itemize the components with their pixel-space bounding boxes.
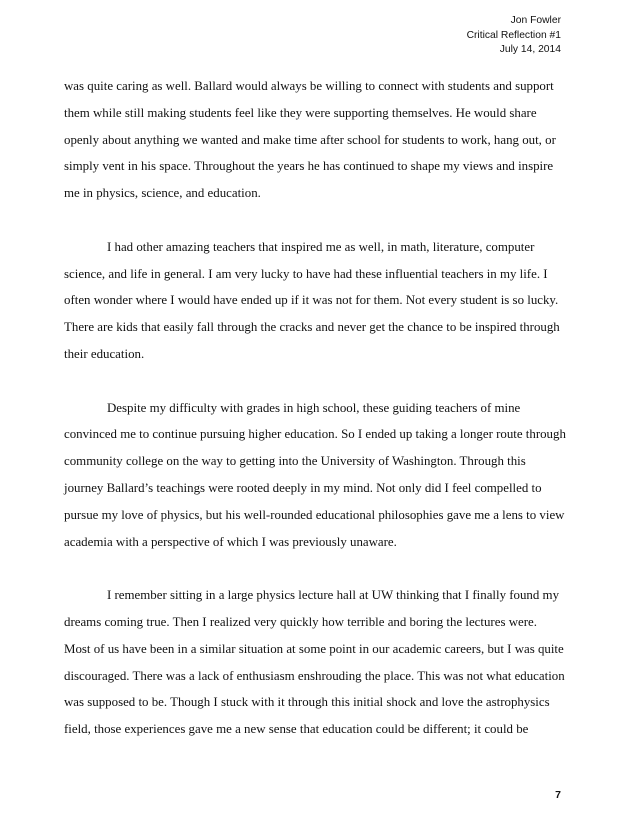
header-title: Critical Reflection #1 (466, 29, 561, 41)
body-text (64, 73, 566, 743)
running-header (467, 14, 561, 58)
paragraph-continuation: was quite caring as well. Ballard would always be willing to connect with students and support them while still making students feel like they were supporting themselves. He would share openly about anything we wanted and make time after school for students to work, hang out, or simply vent in his space. Throughout the years he has continued to shape my views and inspire me in physics, science, and education. (64, 79, 556, 201)
header-date: July 14, 2014 (499, 44, 561, 55)
header-author: Jon Fowler (510, 15, 561, 26)
page-number: 7 (555, 789, 561, 801)
paragraph-higher-education: Despite my difficulty with grades in high school, these guiding teachers of mine convinced me to continue pursuing higher education. So I ended up taking a longer route through community college on the way to getting into the University of Washington. Through this journey Ballard’s teachings were rooted deeply in my mind. Not only did I feel compelled to pursue my love of physics, but his well-rounded educational philosophies gave me a lens to view academia with a perspective of which I was previously unaware. (64, 400, 566, 549)
paragraph-lecture-hall: I remember sitting in a large physics lecture hall at UW thinking that I finally found my dreams coming true. Then I realized very quickly how terrible and boring the lectures were. Most of us have been in a similar situation at some point in our academic careers, but I was quite discouraged. There was a lack of enthusiasm enshrouding the place. This was not what education was supposed to be. Though I stuck with it through this initial shock and love the astrophysics field, those experiences gave me a new sense that education could be different; it could be (64, 588, 565, 737)
paragraph-other-teachers: I had other amazing teachers that inspired me as well, in math, literature, computer science, and life in general. I am very lucky to have had these influential teachers in my life. I often wonder where I would have ended up if it was not for them. Not every student is so lucky. There are kids that easily fall through the cracks and never get the chance to be inspired through their education. (64, 239, 560, 361)
